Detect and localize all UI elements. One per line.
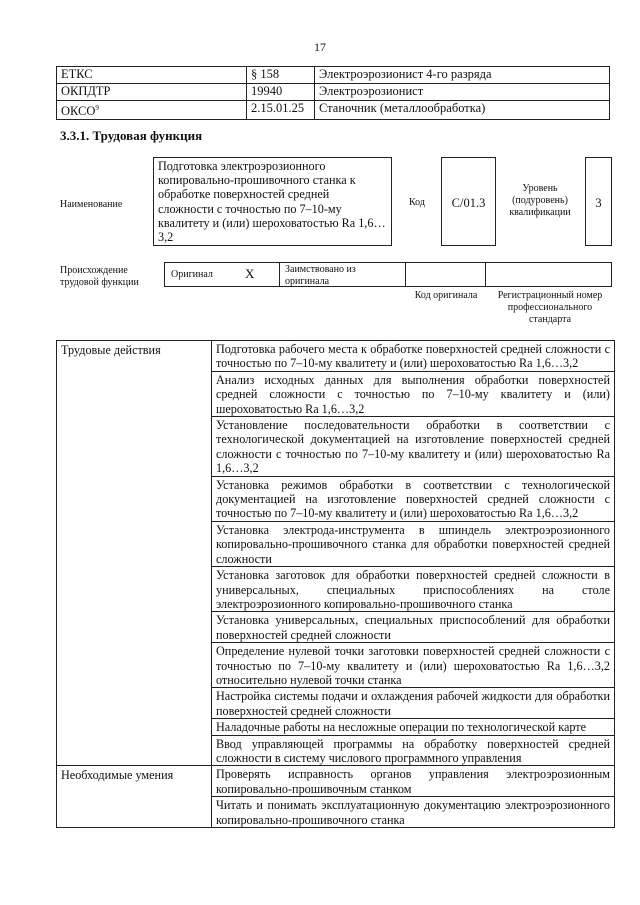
classifier-title: Электроэрозионист 4-го разряда xyxy=(315,67,610,84)
original-label: Оригинал xyxy=(171,269,213,280)
classifier-name: ОКПДТР xyxy=(57,84,247,101)
labor-action-item: Установка режимов обработки в соответствии с технологической документацией на изготовление поверхностей средней сложности с точностью по 7–10-му квалитету и (или) шероховатостью Ra 1,6…3,2 xyxy=(212,476,615,521)
code-label: Код xyxy=(409,197,425,208)
labor-function-table xyxy=(56,340,615,828)
labor-action-item: Установка универсальных, специальных приспособлений для обработки поверхностей средней сложности xyxy=(212,612,615,643)
labor-action-item: Определение нулевой точки заготовки поверхностей средней сложности с точностью по 7–10-му квалитету и (или) шероховатостью Ra 1,6…3,2 относительно нулевой точки станка xyxy=(212,643,615,688)
labor-action-item: Подготовка рабочего места к обработке поверхностей средней сложности с точностью по 7–10-му квалитету и (или) шероховатостью Ra 1,6…3,2 xyxy=(212,341,615,372)
labor-action-item: Наладочные работы на несложные операции по технологической карте xyxy=(212,719,615,735)
skill-label: Необходимые умения xyxy=(57,766,212,828)
classifier-code: 19940 xyxy=(247,84,315,101)
original-mark: X xyxy=(245,266,255,281)
origin-row xyxy=(164,262,612,287)
codes-row xyxy=(57,101,610,120)
classifier-name: ЕТКС xyxy=(57,67,247,84)
codes-row xyxy=(57,67,610,84)
classifier-code: 2.15.01.25 xyxy=(247,101,315,120)
level-label: Уровень (подуровень) квалификации xyxy=(509,183,571,218)
labor-action-label: Трудовые действия xyxy=(57,341,212,766)
labor-action-item: Настройка системы подачи и охлаждения рабочей жидкости для обработки поверхностей средней сложности xyxy=(212,688,615,719)
skill-item: Читать и понимать эксплуатационную документацию электроэрозионного копировально-прошивочного станка xyxy=(212,797,615,828)
section-title: 3.3.1. Трудовая функция xyxy=(60,128,203,143)
labor-action-item: Установление последовательности обработки в соответствии с технологической документацией на изготовление поверхностей средней сложности с точностью по 7–10-му квалитету и (или) шероховатостью Ra 1,6…3,2 xyxy=(212,417,615,477)
classifier-title: Станочник (металлообработка) xyxy=(315,101,610,120)
skill-item: Проверять исправность органов управления электроэрозионным копировально-прошивочным станком xyxy=(212,766,615,797)
reg-number-label: Регистрационный номер профессионального стандарта xyxy=(497,290,603,325)
labor-action-item: Ввод управляющей программы на обработку поверхностей средней сложности в систему числового программного управления xyxy=(212,735,615,766)
classifier-title: Электроэрозионист xyxy=(315,84,610,101)
borrowed-label: Заимствовано из оригинала xyxy=(285,264,356,287)
code-value: С/01.3 xyxy=(441,157,496,246)
labor-action-row xyxy=(57,341,615,372)
labor-action-item: Установка заготовок для обработки поверхностей средней сложности в универсальных, специальных приспособлениях на столе электроэрозионного копировально-прошивочного станка xyxy=(212,567,615,612)
level-value: 3 xyxy=(585,157,612,246)
classifier-code: § 158 xyxy=(247,67,315,84)
orig-code-label: Код оригинала xyxy=(414,290,478,301)
page-number: 17 xyxy=(314,40,326,54)
classifier-name: ОКСО$^9$ xyxy=(57,101,247,120)
name-value: Подготовка электроэрозионного копировально-прошивочного станка к обработке поверхностей средней сложности с точностью по 7–10-му квалитету и (или) шероховатостью Ra 1,6…3,2 xyxy=(153,157,392,246)
origin-label: Происхождение трудовой функции xyxy=(60,265,139,288)
labor-action-item: Установка электрода-инструмента в шпиндель электроэрозионного копировально-прошивочного станка для обработки поверхностей средней сложности xyxy=(212,521,615,566)
codes-table xyxy=(56,66,610,120)
labor-action-item: Анализ исходных данных для выполнения обработки поверхностей средней сложности с точностью по 7–10-му квалитету и (или) шероховатостью Ra 1,6…3,2 xyxy=(212,371,615,416)
skill-row xyxy=(57,766,615,797)
name-label: Наименование xyxy=(60,199,123,210)
codes-row xyxy=(57,84,610,101)
